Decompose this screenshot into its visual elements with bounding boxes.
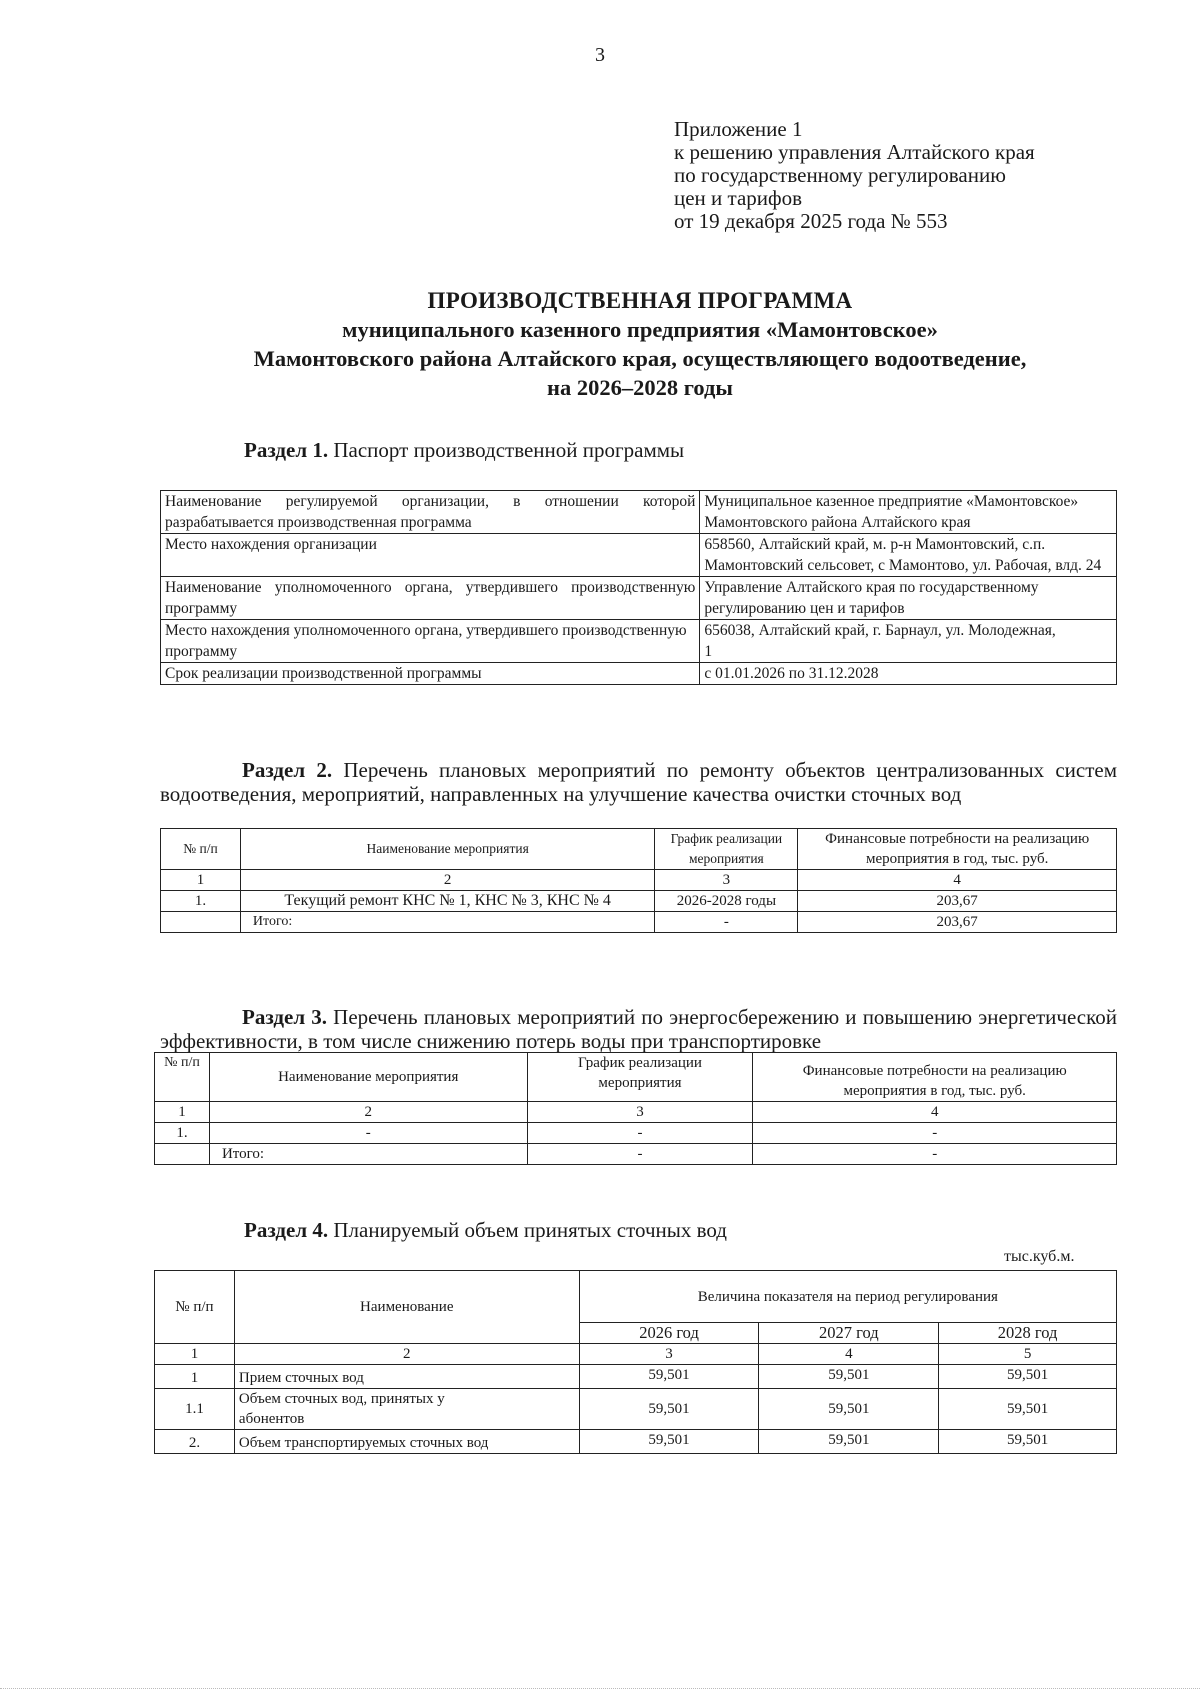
table-cell: 3 (655, 870, 798, 891)
table-cell: с 01.01.2026 по 31.12.2028 (700, 663, 1117, 685)
table-cell (161, 912, 241, 933)
document-title (120, 286, 1160, 402)
column-number-row (161, 870, 1117, 891)
table-header-row (155, 1271, 1117, 1323)
section4-heading (244, 1218, 727, 1242)
table-cell: 59,501 (579, 1365, 759, 1389)
section4-label: Раздел 4. (244, 1218, 329, 1242)
total-label: Итого: (209, 1144, 527, 1165)
column-number-row (155, 1344, 1117, 1365)
header-cell: Величина показателя на период регулирования (579, 1271, 1116, 1323)
header-cell: Наименование (234, 1271, 579, 1344)
section3-table (154, 1052, 1117, 1165)
table-cell: 3 (527, 1102, 753, 1123)
header-cell: 2028 год (939, 1323, 1117, 1344)
total-row (155, 1144, 1117, 1165)
table-row (161, 663, 1117, 685)
table-cell: 4 (753, 1102, 1117, 1123)
section2-table (160, 828, 1117, 933)
table-row (155, 1123, 1117, 1144)
table-cell: 658560, Алтайский край, м. р-н Мамонтовский, с.п. Мамонтовский сельсовет, с Мамонтово, ул. Рабочая, влд. 24 (700, 534, 1117, 577)
title-line: на 2026–2028 годы (547, 375, 733, 400)
table-cell: 203,67 (798, 891, 1117, 912)
section1-title: Паспорт производственной программы (333, 438, 685, 462)
column-number-row (155, 1102, 1117, 1123)
table-row (161, 577, 1117, 620)
table-cell: Объем транспортируемых сточных вод (234, 1430, 579, 1454)
title-line: Мамонтовского района Алтайского края, осуществляющего водоотведение, (253, 346, 1027, 371)
table-cell: 59,501 (939, 1430, 1117, 1454)
table-cell: 59,501 (579, 1430, 759, 1454)
header-cell: Финансовые потребности на реализацию мероприятия в год, тыс. руб. (798, 829, 1117, 870)
table-cell: 1. (155, 1123, 210, 1144)
table-cell: 59,501 (759, 1365, 939, 1389)
table-cell: - (655, 912, 798, 933)
table-cell: Место нахождения организации (161, 534, 700, 577)
table-cell: 5 (939, 1344, 1117, 1365)
table-cell: - (209, 1123, 527, 1144)
section1-label: Раздел 1. (244, 438, 329, 462)
header-cell: № п/п (155, 1053, 210, 1102)
table-cell: - (753, 1123, 1117, 1144)
table-cell: 4 (798, 870, 1117, 891)
table-cell: 1 (155, 1365, 235, 1389)
table-cell: 59,501 (759, 1389, 939, 1430)
table-cell: Объем сточных вод, принятых у абонентов (234, 1389, 579, 1430)
table-cell: Место нахождения уполномоченного органа, утвердившего производственную программу (161, 620, 700, 663)
appendix-line: от 19 декабря 2025 года № 553 (674, 209, 948, 233)
table-row (161, 620, 1117, 663)
table-cell: - (753, 1144, 1117, 1165)
table-cell: 2 (209, 1102, 527, 1123)
table-cell: 59,501 (939, 1389, 1117, 1430)
table-cell: 59,501 (579, 1389, 759, 1430)
table-header-row (155, 1053, 1117, 1102)
table-cell (155, 1144, 210, 1165)
table-cell: 1.1 (155, 1389, 235, 1430)
table-cell: 203,67 (798, 912, 1117, 933)
section4-title: Планируемый объем принятых сточных вод (333, 1218, 727, 1242)
table-cell: 4 (759, 1344, 939, 1365)
header-cell: График реализации мероприятия (655, 829, 798, 870)
table-cell: 2026-2028 годы (655, 891, 798, 912)
header-cell: Финансовые потребности на реализацию мероприятия в год, тыс. руб. (753, 1053, 1117, 1102)
table-cell: 656038, Алтайский край, г. Барнаул, ул. Молодежная, 1 (700, 620, 1117, 663)
table-row (155, 1389, 1117, 1430)
scan-edge-line (0, 1688, 1200, 1691)
table-cell: 1 (161, 870, 241, 891)
table-row (161, 891, 1117, 912)
total-label: Итого: (240, 912, 655, 933)
header-cell: 2027 год (759, 1323, 939, 1344)
header-cell: 2026 год (579, 1323, 759, 1344)
section2-heading (160, 758, 1117, 806)
table-cell: Текущий ремонт КНС № 1, КНС № 3, КНС № 4 (240, 891, 655, 912)
table-row (161, 491, 1117, 534)
table-cell: 1 (155, 1344, 235, 1365)
table-cell: 2 (240, 870, 655, 891)
table-cell: 2. (155, 1430, 235, 1454)
table-cell: 2 (234, 1344, 579, 1365)
table-row (155, 1430, 1117, 1454)
section3-heading (160, 1005, 1117, 1053)
table-cell: 3 (579, 1344, 759, 1365)
appendix-line: цен и тарифов (674, 186, 803, 210)
appendix-block (674, 118, 1035, 233)
section2-label: Раздел 2. (242, 758, 333, 782)
table-header-row (161, 829, 1117, 870)
section3-title: Перечень плановых мероприятий по энергосбережению и повышению энергетической эффективности, в том числе снижению потерь воды при транспортировке (160, 1005, 1117, 1053)
title-line: муниципального казенного предприятия «Мамонтовское» (342, 317, 938, 342)
table-cell: Срок реализации производственной программы (161, 663, 700, 685)
total-row (161, 912, 1117, 933)
page-number: 3 (595, 44, 605, 66)
header-cell: № п/п (155, 1271, 235, 1344)
header-cell: Наименование мероприятия (240, 829, 655, 870)
section3-label: Раздел 3. (242, 1005, 328, 1029)
table-row (155, 1365, 1117, 1389)
section4-table (154, 1270, 1117, 1454)
header-cell: № п/п (161, 829, 241, 870)
table-cell: - (527, 1123, 753, 1144)
table-cell: - (527, 1144, 753, 1165)
table-cell: 1. (161, 891, 241, 912)
table-cell: 59,501 (759, 1430, 939, 1454)
table-cell: Муниципальное казенное предприятие «Мамонтовское» Мамонтовского района Алтайского края (700, 491, 1117, 534)
table-cell: Управление Алтайского края по государственному регулированию цен и тарифов (700, 577, 1117, 620)
section1-heading (244, 438, 684, 462)
unit-label: тыс.куб.м. (1004, 1248, 1075, 1265)
appendix-line: Приложение 1 (674, 117, 803, 141)
passport-table (160, 490, 1117, 685)
table-cell: 59,501 (939, 1365, 1117, 1389)
table-cell: Наименование уполномоченного органа, утвердившего производственную программу (161, 577, 700, 620)
table-cell: Прием сточных вод (234, 1365, 579, 1389)
section2-title: Перечень плановых мероприятий по ремонту объектов централизованных систем водоотведения, мероприятий, направленных на улучшение качества очистки сточных вод (160, 758, 1117, 806)
header-cell: Наименование мероприятия (209, 1053, 527, 1102)
table-row (161, 534, 1117, 577)
appendix-line: по государственному регулированию (674, 163, 1006, 187)
title-line: ПРОИЗВОДСТВЕННАЯ ПРОГРАММА (427, 288, 853, 313)
table-cell: 1 (155, 1102, 210, 1123)
header-cell: График реализации мероприятия (527, 1053, 753, 1102)
table-cell: Наименование регулируемой организации, в отношении которой разрабатывается производственная программа (161, 491, 700, 534)
appendix-line: к решению управления Алтайского края (674, 140, 1035, 164)
